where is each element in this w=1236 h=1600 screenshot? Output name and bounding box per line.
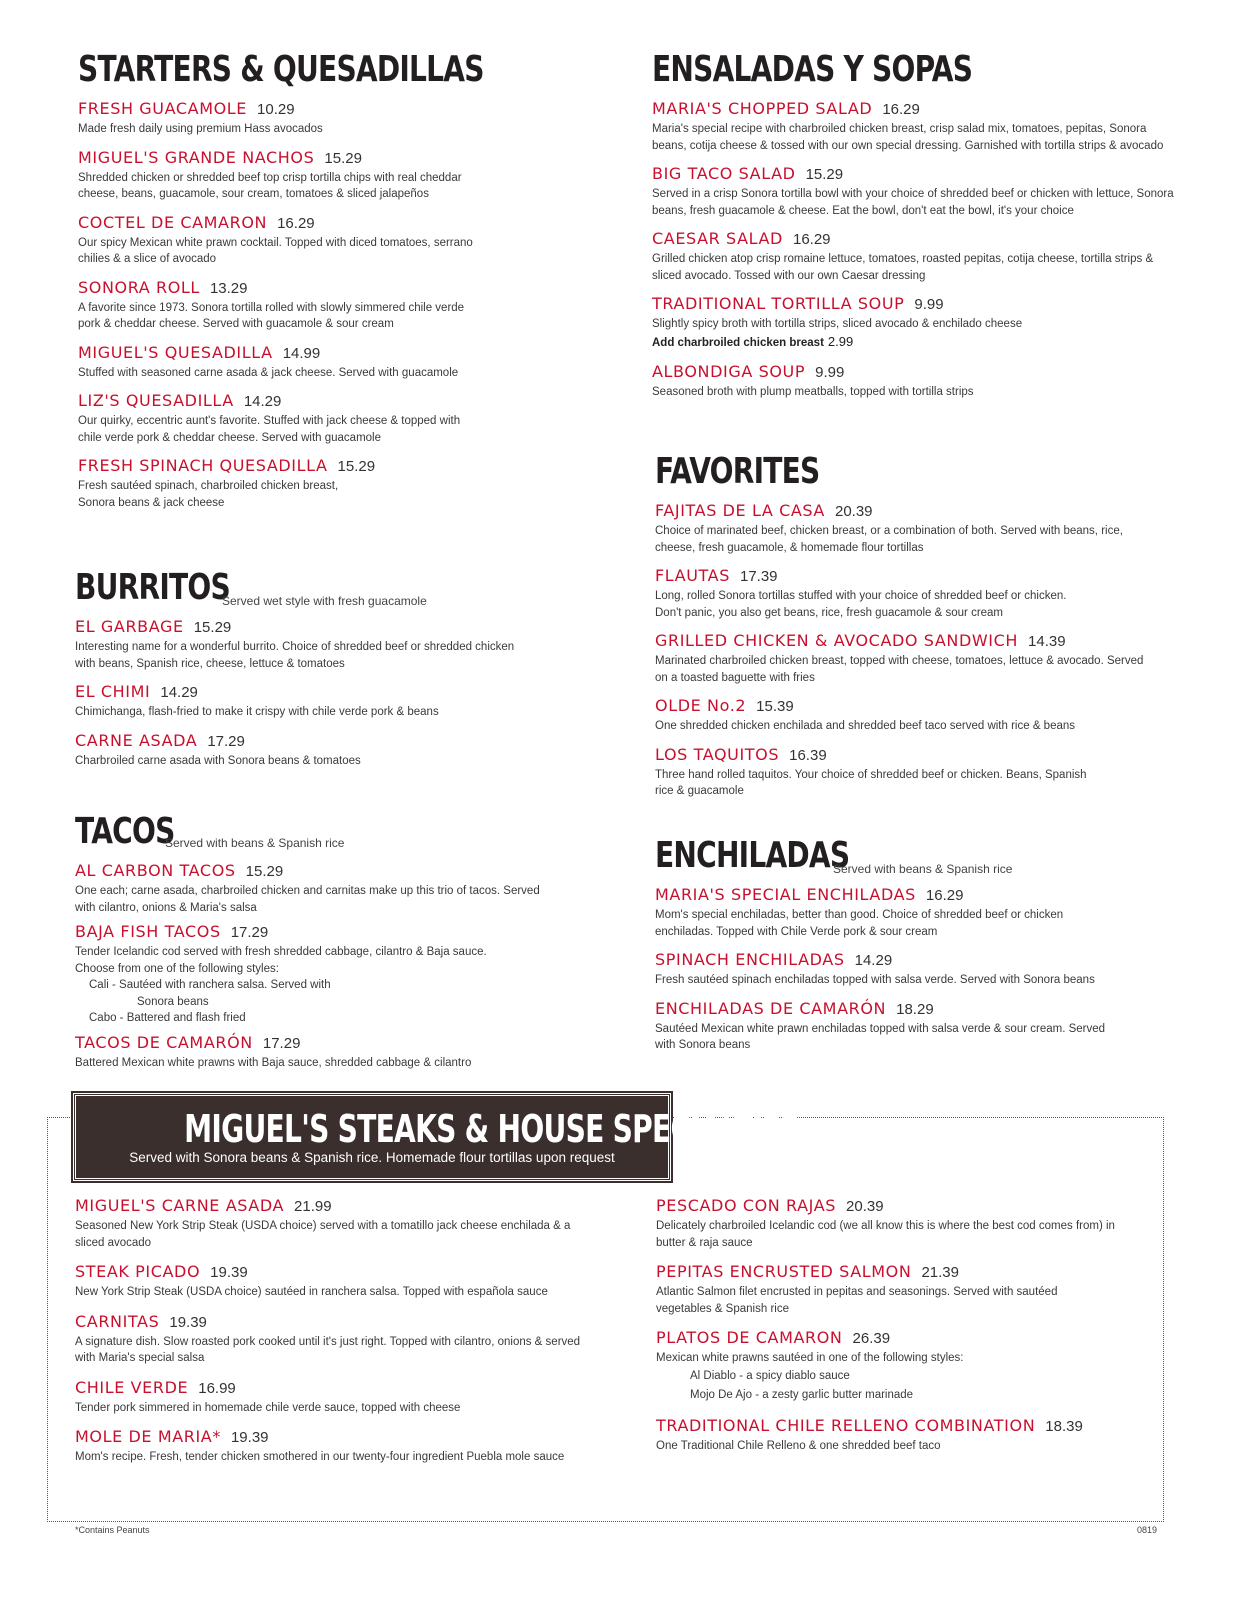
item-description: Made fresh daily using premium Hass avocados (78, 123, 323, 135)
menu-code: 0819 (1137, 1525, 1158, 1535)
item-price: 20.39 (846, 1198, 884, 1215)
favorites-header (655, 450, 1165, 494)
item-name: COCTEL DE CAMARON (78, 212, 268, 232)
menu-item (78, 212, 568, 268)
item-description: Atlantic Salmon filet encrusted in pepitas and seasonings. Served with sautéed vegetables & Spanish rice (656, 1286, 1058, 1315)
enchiladas-section (655, 834, 1165, 1063)
item-name: ALBONDIGA SOUP (652, 361, 806, 381)
starters-title: STARTERS & QUESADILLAS (78, 49, 484, 90)
menu-item (655, 884, 1165, 940)
menu-item (78, 98, 568, 138)
footnote: *Contains Peanuts (75, 1525, 150, 1535)
menu-item (75, 1311, 615, 1367)
item-price: 16.29 (925, 887, 964, 904)
item-name: CAESAR SALAD (652, 229, 783, 248)
style-option: Cabo - Battered and flash fried (89, 1012, 246, 1024)
tacos-note: Served with beans & Spanish rice (165, 836, 345, 850)
menu-item (655, 565, 1165, 621)
item-price: 14.39 (1028, 633, 1066, 650)
item-name: STEAK PICADO (75, 1262, 201, 1281)
menu-item (75, 1426, 615, 1466)
item-description: A favorite since 1973. Sonora tortilla rolled with slowly simmered chile verde pork & cheddar cheese. Served with guacamole & sour cream (78, 301, 465, 330)
item-price: 14.29 (243, 393, 282, 410)
item-price: 14.29 (854, 952, 893, 969)
item-description: Charbroiled carne asada with Sonora beans & tomatoes (75, 754, 361, 767)
item-price: 17.29 (207, 732, 245, 750)
item-price: 17.29 (262, 1034, 301, 1052)
style-options (75, 961, 555, 1027)
favorites-title: FAVORITES (655, 451, 820, 492)
menu-item (656, 1261, 1146, 1317)
item-description: Mom's special enchiladas, better than good. Choice of shredded beef or chicken enchiladas. Topped with Chile Verde pork & sour cream (655, 909, 1064, 938)
item-description: Three hand rolled taquitos. Your choice of shredded beef or chicken. Beans, Spanish rice & guacamole (655, 768, 1087, 797)
item-name: EL GARBAGE (75, 617, 184, 636)
style-option: Mojo De Ajo - a zesty garlic butter marinade (690, 1388, 914, 1401)
item-price: 19.39 (169, 1313, 207, 1331)
item-name: BAJA FISH TACOS (75, 922, 221, 941)
style-prompt: Choose from one of the following styles: (75, 962, 279, 975)
add-on-option (652, 333, 1192, 352)
item-description: Fresh sautéed spinach enchiladas topped with salsa verde. Served with Sonora beans (655, 974, 1095, 986)
item-name: PLATOS DE CAMARON (656, 1328, 843, 1347)
item-name: LIZ'S QUESADILLA (78, 391, 234, 410)
item-description: Choice of marinated beef, chicken breast, or a combination of both. Served with beans, rice, cheese, fresh guacamole, & homemade flour tortillas (655, 525, 1123, 554)
item-description: Battered Mexican white prawns with Baja sauce, shredded cabbage & cilantro (75, 1056, 472, 1069)
item-price: 14.29 (160, 684, 198, 701)
item-price: 15.29 (337, 458, 376, 475)
item-description: Sautéed Mexican white prawn enchiladas topped with salsa verde & sour cream. Served with Sonora beans (655, 1022, 1106, 1051)
item-name: TACOS DE CAMARÓN (75, 1032, 253, 1052)
item-name: ENCHILADAS DE CAMARÓN (655, 998, 887, 1018)
item-price: 17.39 (739, 568, 778, 585)
item-name: BIG TACO SALAD (652, 164, 796, 183)
specialties-left (75, 1195, 615, 1475)
item-name: TRADITIONAL TORTILLA SOUP (652, 294, 905, 313)
item-price: 14.99 (282, 344, 321, 362)
item-price: 15.29 (193, 619, 232, 636)
item-price: 15.29 (805, 166, 844, 183)
menu-item (78, 342, 568, 382)
item-name: SONORA ROLL (78, 277, 200, 297)
item-description: Seasoned New York Strip Steak (USDA choice) served with a tomatillo jack cheese enchilada & a sliced avocado (75, 1220, 571, 1249)
item-price: 19.39 (210, 1264, 248, 1281)
item-name: MARIA'S CHOPPED SALAD (652, 99, 873, 118)
menu-item (652, 228, 1192, 284)
item-description: Fresh sautéed spinach, charbroiled chicken breast, Sonora beans & jack cheese (78, 480, 339, 509)
menu-item (655, 998, 1165, 1054)
menu-item (75, 1261, 615, 1301)
item-name: OLDE No.2 (655, 696, 747, 715)
item-price: 21.39 (921, 1264, 959, 1281)
item-name: EL CHIMI (75, 682, 151, 701)
menu-item (78, 147, 568, 203)
menu-item (655, 744, 1165, 800)
item-description: Our spicy Mexican white prawn cocktail. Topped with diced tomatoes, serrano chilies & a slice of avocado (78, 236, 473, 265)
item-description: Chimichanga, flash-fried to make it crispy with chile verde pork & beans (75, 706, 439, 718)
item-name: FRESH SPINACH QUESADILLA (78, 456, 328, 475)
item-description: Our quirky, eccentric aunt's favorite. Stuffed with jack cheese & topped with chile verde pork & cheddar cheese. Served with guacamole (78, 415, 461, 444)
item-name: PESCADO CON RAJAS (656, 1196, 837, 1215)
left-column (78, 48, 568, 520)
item-name: FAJITAS DE LA CASA (655, 501, 825, 520)
item-name: FRESH GUACAMOLE (78, 99, 248, 118)
menu-item (75, 681, 545, 721)
item-name: PEPITAS ENCRUSTED SALMON (656, 1262, 912, 1281)
item-description: Slightly spicy broth with tortilla strips, sliced avocado & enchilado cheese (652, 318, 1023, 330)
item-description: Grilled chicken atop crisp romaine lettuce, tomatoes, roasted pepitas, cotija cheese, tortilla strips & sliced avocado. Tossed with our own Caesar dressing (652, 253, 1154, 282)
item-description: A signature dish. Slow roasted pork cooked until it's just right. Topped with cilantro, onions & served with Maria's special salsa (75, 1335, 581, 1364)
enchiladas-header (655, 834, 1165, 878)
item-name: MIGUEL'S CARNE ASADA (75, 1196, 285, 1215)
item-description: Tender Icelandic cod served with fresh shredded cabbage, cilantro & Baja sauce. (75, 946, 487, 958)
style-option: Cali - Sautéed with ranchera salsa. Served with (89, 979, 331, 991)
menu-item (655, 630, 1165, 686)
item-description: Delicately charbroiled Icelandic cod (we all know this is where the best cod comes from) in butter & raja sauce (656, 1220, 1115, 1249)
menu-item (75, 616, 545, 672)
item-name: AL CARBON TACOS (75, 861, 236, 880)
menu-item (656, 1327, 1146, 1405)
menu-item (78, 390, 568, 446)
starters-list (78, 98, 568, 511)
item-description: One Traditional Chile Relleno & one shredded beef taco (656, 1439, 941, 1452)
item-price: 15.29 (245, 863, 284, 880)
item-price: 9.99 (914, 296, 944, 313)
item-description: Maria's special recipe with charbroiled chicken breast, crisp salad mix, tomatoes, pepitas, Sonora beans, cotija cheese & tossed with our own special dressing. Garnished with tortilla strips & avocado (652, 123, 1164, 152)
menu-item (78, 277, 568, 333)
enchiladas-note: Served with beans & Spanish rice (833, 862, 1013, 876)
menu-item (75, 921, 555, 1027)
style-options (656, 1367, 1146, 1405)
item-description: Stuffed with seasoned carne asada & jack cheese. Served with guacamole (78, 366, 459, 379)
item-name: FLAUTAS (655, 566, 730, 585)
item-description: Marinated charbroiled chicken breast, topped with cheese, tomatoes, lettuce & avocado. Served on a toasted baguette with fries (655, 655, 1144, 684)
menu-item (78, 455, 568, 511)
burritos-note: Served wet style with fresh guacamole (222, 594, 427, 608)
item-price: 10.29 (257, 101, 295, 118)
specialties-subtitle: Served with Sonora beans & Spanish rice. Homemade flour tortillas upon request (129, 1150, 615, 1165)
style-option: Al Diablo - a spicy diablo sauce (690, 1369, 850, 1382)
item-price: 16.99 (198, 1379, 236, 1397)
item-name: SPINACH ENCHILADAS (655, 950, 845, 969)
tacos-title: TACOS (75, 811, 175, 852)
item-name: CARNITAS (75, 1311, 160, 1331)
menu-item (652, 163, 1192, 219)
item-price: 26.39 (852, 1330, 891, 1347)
tacos-header (75, 810, 555, 854)
item-description: New York Strip Steak (USDA choice) sautéed in ranchera salsa. Topped with española sauce (75, 1286, 548, 1298)
ensaladas-section (652, 48, 1192, 409)
menu-item (652, 293, 1192, 352)
menu-item (655, 949, 1165, 989)
enchiladas-title: ENCHILADAS (655, 835, 850, 876)
add-on-price: 2.99 (827, 333, 854, 349)
specialties-title: MIGUEL'S STEAKS & HOUSE SPECIALTIES (184, 1107, 800, 1151)
menu-item (75, 1377, 615, 1417)
item-description: Mom's recipe. Fresh, tender chicken smothered in our twenty-four ingredient Puebla mole sauce (75, 1451, 565, 1463)
item-price: 20.39 (834, 503, 873, 520)
menu-item (75, 1032, 555, 1072)
item-price: 16.29 (882, 101, 920, 118)
item-price: 16.29 (792, 231, 831, 248)
menu-item (655, 500, 1165, 556)
item-price: 15.29 (324, 149, 362, 167)
item-name: MOLE DE MARIA* (75, 1427, 221, 1446)
menu-item (656, 1195, 1146, 1251)
item-description: One each; carne asada, charbroiled chicken and carnitas make up this trio of tacos. Served with cilantro, onions & Maria's salsa (75, 885, 540, 914)
ensaladas-header (652, 48, 1192, 92)
item-price: 15.39 (756, 698, 794, 715)
item-name: GRILLED CHICKEN & AVOCADO SANDWICH (655, 631, 1019, 650)
item-name: MARIA'S SPECIAL ENCHILADAS (655, 885, 916, 904)
item-description: One shredded chicken enchilada and shredded beef taco served with rice & beans (655, 720, 1076, 732)
item-description: Tender pork simmered in homemade chile verde sauce, topped with cheese (75, 1401, 461, 1414)
item-price: 21.99 (294, 1198, 332, 1215)
ensaladas-title: ENSALADAS Y SOPAS (652, 49, 973, 90)
item-name: MIGUEL'S GRANDE NACHOS (78, 147, 315, 167)
item-description: Mexican white prawns sautéed in one of the following styles: (656, 1352, 964, 1364)
item-name: LOS TAQUITOS (655, 744, 780, 764)
item-name: MIGUEL'S QUESADILLA (78, 342, 273, 362)
menu-item (656, 1415, 1146, 1455)
item-description: Interesting name for a wonderful burrito. Choice of shredded beef or shredded chicken with beans, Spanish rice, cheese, lettuce & tomatoes (75, 641, 515, 670)
item-name: CARNE ASADA (75, 730, 198, 750)
specialties-right (656, 1195, 1146, 1463)
item-price: 18.29 (896, 1000, 934, 1018)
item-price: 18.39 (1045, 1417, 1083, 1435)
item-name: CHILE VERDE (75, 1377, 189, 1397)
item-description: Served in a crisp Sonora tortilla bowl with your choice of shredded beef or chicken with lettuce, Sonora beans, fresh guacamole & cheese. Eat the bowl, don't eat the bowl, it's your choice (652, 188, 1174, 217)
menu-item (75, 860, 555, 916)
tacos-section (75, 810, 555, 1080)
style-option-continued: Sonora beans (137, 995, 209, 1008)
item-name: TRADITIONAL CHILE RELLENO COMBINATION (656, 1415, 1036, 1435)
item-price: 16.39 (789, 746, 827, 764)
add-on-label: Add charbroiled chicken breast (652, 336, 824, 349)
favorites-section (655, 450, 1165, 809)
specialties-banner (73, 1093, 800, 1181)
burritos-section (75, 566, 545, 778)
menu-item (655, 695, 1165, 735)
menu-item (652, 98, 1192, 154)
item-price: 13.29 (209, 279, 248, 297)
menu-item (75, 1195, 615, 1251)
burritos-header (75, 566, 545, 610)
item-price: 16.29 (277, 214, 315, 232)
burritos-title: BURRITOS (75, 567, 230, 608)
item-price: 19.39 (230, 1429, 269, 1446)
item-description: Shredded chicken or shredded beef top crisp tortilla chips with real cheddar cheese, beans, guacamole, sour cream, tomatoes & sliced jalapeños (78, 171, 462, 200)
item-description: Seasoned broth with plump meatballs, topped with tortilla strips (652, 385, 974, 398)
item-description: Long, rolled Sonora tortillas stuffed with your choice of shredded beef or chicken. Don't panic, you also get beans, rice, fresh guacamole & sour cream (655, 590, 1067, 619)
menu-item (75, 730, 545, 770)
starters-header (78, 48, 568, 92)
item-price: 17.29 (230, 924, 269, 941)
menu-item (652, 361, 1192, 401)
item-price: 9.99 (815, 363, 845, 381)
